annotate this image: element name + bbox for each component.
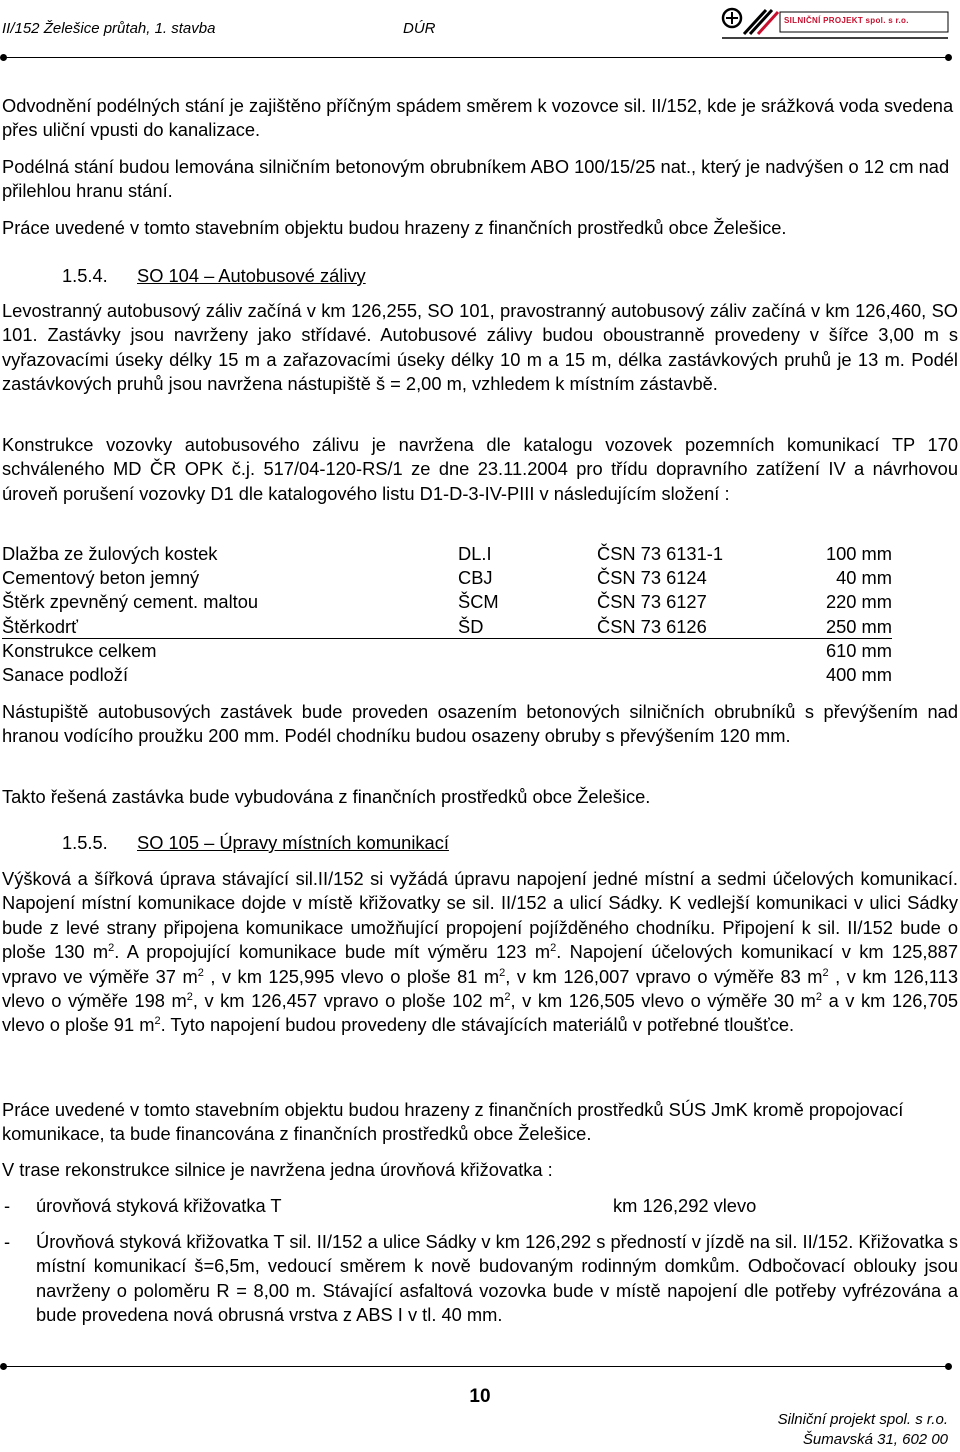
subgrade-label: Sanace podloží [2, 664, 129, 685]
paragraph-bus-bays: Levostranný autobusový záliv začíná v km 126,255, SO 101, pravostranný autobusový záliv začíná v km 126,460, SO 101. Zastávky jsou navrženy jako střídavé. Autobusové zálivy budou oboustranně provedeny v šířce 3,00 m s vyřazovacími úseky délky 15 m a zařazovacími úseky délky 10 m a 15 m, délka zastávkových pruhů je 13 m. Podél zastávkových pruhů jsou navržena nástupiště š = 2,00 m, vzhledem k místním zástavbě. [2, 300, 958, 395]
layer-code: CBJ [458, 567, 493, 588]
header-stage: DÚR [403, 20, 436, 37]
paragraph-financing: Práce uvedené v tomto stavebním objektu budou hrazeny z finančních prostředků obce Želešice. [2, 217, 787, 238]
layer-thickness: 40 mm [836, 567, 892, 588]
section-number-105: 1.5.5. [62, 832, 108, 853]
layer-norm: ČSN 73 6131-1 [597, 543, 724, 564]
footer-rule [4, 1366, 948, 1367]
section-title-105: SO 105 – Úpravy místních komunikací [137, 832, 449, 853]
total-thickness: 610 mm [825, 640, 892, 661]
paragraph-intersection-intro: V trase rekonstrukce silnice je navržena jedna úrovňová křižovatka : [2, 1159, 553, 1180]
header-project-title: II/152 Želešice průtah, 1. stavba [2, 20, 216, 37]
layer-norm: ČSN 73 6127 [597, 591, 707, 612]
layer-thickness: 100 mm [825, 543, 892, 564]
list-bullet: - [4, 1231, 11, 1252]
intersection-label: úrovňová styková křižovatka T [36, 1195, 282, 1216]
list-item [36, 1194, 958, 1218]
paragraph-drainage: Odvodnění podélných stání je zajištěno příčným spádem směrem k vozovce sil. II/152, kde je srážková voda svedena přes uliční vpusti do kanalizace. [2, 95, 954, 141]
layer-name: Štěrkodrť [2, 616, 78, 637]
header-rule [4, 57, 948, 58]
layer-thickness: 250 mm [825, 616, 892, 637]
subgrade-row [2, 663, 892, 687]
footer-address: Šumavská 31, 602 00 [802, 1431, 948, 1448]
footer-company: Silniční projekt spol. s r.o. [777, 1411, 948, 1428]
paragraph-road-financing: Práce uvedené v tomto stavebním objektu budou hrazeny z finančních prostředků SÚS JmK kromě propojovací komunikace, ta bude financována z finančních prostředků obce Želešice. [2, 1099, 904, 1145]
list-item: Úrovňová styková křižovatka T sil. II/152 a ulice Sádky v km 126,292 s předností v jízdě na sil. II/152. Křižovatka s místní komunikací š=6,5m, vedoucí směrem k nově budovaným rodinným domkům. Odbočovací oblouky jsou navrženy o poloměru R = 8,00 m. Stávající asfaltová vozovka bude v místě napojení dle potřeby vyfrézována a bude provedena nová obrusná vrstva z ABS I v tl. 40 mm. [36, 1231, 958, 1326]
paragraph-curbs: Podélná stání budou lemována silničním betonovým obrubníkem ABO 100/15/25 nat., který je nadvýšen o 12 cm nad přilehlou hranu stání. [2, 156, 950, 202]
subgrade-thickness: 400 mm [825, 664, 892, 685]
total-row [2, 639, 892, 663]
layer-name: Dlažba ze žulových kostek [2, 543, 218, 564]
layer-name: Štěrk zpevněný cement. maltou [2, 591, 259, 612]
layer-row [2, 542, 892, 566]
paragraph-stop-financing: Takto řešená zastávka bude vybudována z finančních prostředků obce Želešice. [2, 786, 651, 807]
page-number: 10 [469, 1386, 491, 1407]
section-title-104: SO 104 – Autobusové zálivy [137, 265, 366, 286]
layer-row [2, 566, 892, 590]
layer-thickness: 220 mm [825, 591, 892, 612]
paragraph-platforms: Nástupiště autobusových zastávek bude proveden osazením betonových silničních obrubníků s převýšením nad hranou vodícího proužku 200 mm. Podél chodníku budou osazeny obruby s převýšením 120 mm. [2, 701, 958, 747]
list-bullet: - [4, 1195, 11, 1216]
layer-norm: ČSN 73 6124 [597, 567, 707, 588]
layer-code: DL.I [458, 543, 492, 564]
layer-row [2, 590, 892, 614]
paragraph-pavement-design: Konstrukce vozovky autobusového zálivu je navržena dle katalogu vozovek pozemních komunikací TP 170 schváleného MD ČR OPK č.j. 517/04-120-RS/1 ze dne 23.11.2004 pro třídu dopravního zatížení IV a návrhovou úroveň porušení vozovky D1 dle katalogového listu D1-D-3-IV-PIII v následujícím složení : [2, 434, 958, 504]
section-number-104: 1.5.4. [62, 265, 108, 286]
paragraph-local-roads: Výšková a šířková úprava stávající sil.II/152 si vyžádá úpravu napojení jedné místní a sedmi účelových komunikací. Napojení místní komunikace dojde v místě křižovatky se sil. II/152 a ulicí Sádky. K vedlejší komunikaci v ulici Sádky bude z levé strany připojena komunikace umožňující propojení pojížděného chodníku. Připojení k sil. II/152 bude o ploše 130 $m^2$. A propojující komunikace bude mít výměru 123 $m^2$. Napojení účelových komunikací v km 125,887 vpravo ve výměře 37 $m^2$ , v km 125,995 vlevo o ploše 81 $m^2$, v km 126,007 vpravo o výměře 83 $m^2$ , v km 126,113 vlevo o výměře 198 $m^2$, v km 126,457 vpravo o ploše 102 $m^2$, v km 126,505 vlevo o výměře 30 $m^2$ a v km 126,705 vlevo o ploše 91 $m^2$. Tyto napojení budou provedeny dle stávajících materiálů v potřebné tloušťce. [2, 868, 959, 1036]
layer-row [2, 615, 892, 639]
layer-norm: ČSN 73 6126 [597, 616, 707, 637]
layer-name: Cementový beton jemný [2, 567, 200, 588]
logo-text: SILNIČNÍ PROJEKT spol. s r.o. [784, 16, 909, 25]
layer-code: ŠCM [458, 591, 499, 612]
layer-code: ŠD [458, 616, 484, 637]
company-logo [718, 4, 952, 44]
total-label: Konstrukce celkem [2, 640, 157, 661]
intersection-km: km 126,292 vlevo [613, 1195, 757, 1216]
